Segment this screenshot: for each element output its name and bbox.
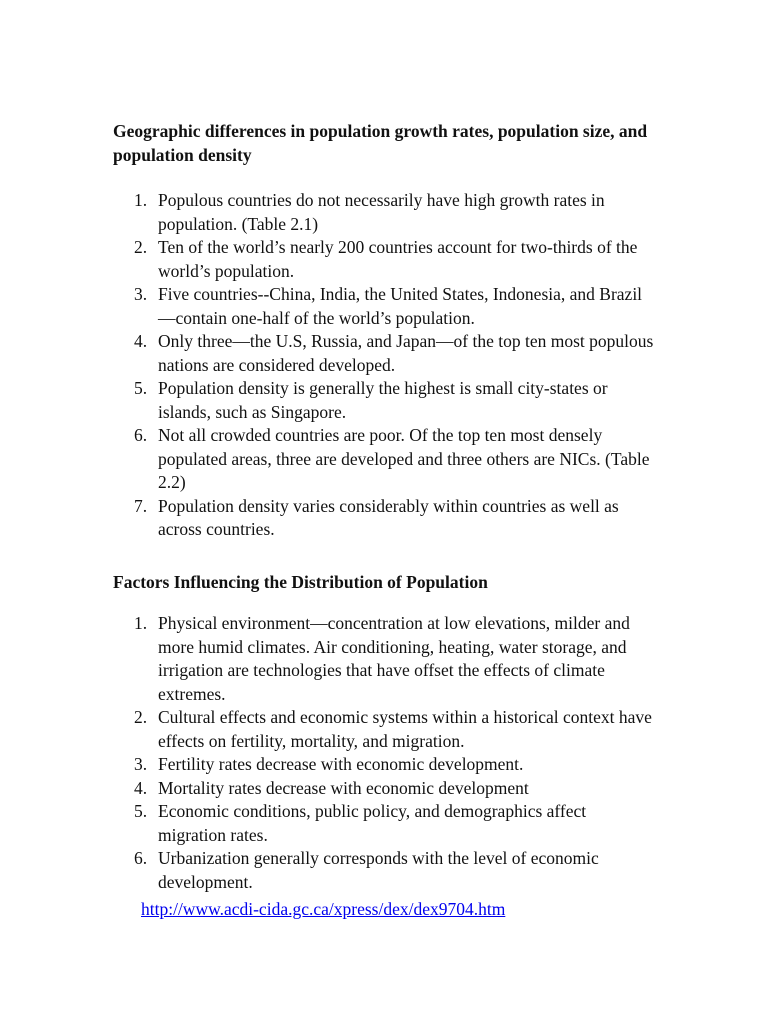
list-item-text: Populous countries do not necessarily have high growth rates in population. (Table 2.1): [158, 190, 605, 234]
reference-link[interactable]: http://www.acdi-cida.gc.ca/xpress/dex/dex9704.htm: [141, 899, 506, 919]
list-item-number: 1.: [134, 190, 148, 210]
section-heading-factors-distribution: Factors Influencing the Distribution of Population: [113, 572, 488, 592]
list-item-number: 5.: [134, 801, 148, 821]
list-item: [134, 236, 654, 283]
list-item-number: 7.: [134, 495, 148, 516]
list-item-text: Population density is generally the highest is small city-states or islands, such as Singapore.: [158, 378, 608, 422]
list-item-text: Physical environment—concentration at low elevations, milder and more humid climates. Air conditioning, heating, water storage, and irrigation are technologies that have offset the effects of climate extremes.: [158, 613, 630, 704]
list-item-text: Five countries--China, India, the United States, Indonesia, and Brazil—contain one-half of the world’s population.: [158, 284, 643, 328]
section-heading-geographic-differences: Geographic differences in population growth rates, population size, and population density: [113, 121, 648, 165]
list-item: [134, 424, 654, 495]
list-item: [134, 800, 654, 847]
list-item-number: 6.: [134, 848, 148, 868]
list-item: [134, 377, 654, 424]
list-item: [134, 706, 654, 753]
list-item-text: Population density varies considerably within countries as well as across countries.: [158, 495, 619, 539]
list-item-number: 3.: [134, 754, 148, 774]
factors-distribution-list: [134, 612, 654, 894]
list-item-text: Only three—the U.S, Russia, and Japan—of the top ten most populous nations are considered developed.: [158, 331, 654, 375]
list-item: [134, 753, 654, 777]
geographic-differences-list: [134, 189, 654, 542]
list-item-text: Mortality rates decrease with economic development: [158, 777, 529, 798]
list-item: [134, 847, 654, 894]
list-item-text: Urbanization generally corresponds with the level of economic development.: [158, 848, 599, 892]
list-item: [134, 189, 654, 236]
list-item: [134, 495, 654, 542]
list-item: [134, 330, 654, 377]
list-item-number: 4.: [134, 777, 148, 798]
list-item-number: 2.: [134, 707, 148, 727]
list-item-number: 1.: [134, 613, 148, 633]
list-item-number: 4.: [134, 331, 148, 351]
list-item-text: Cultural effects and economic systems within a historical context have effects on fertility, mortality, and migration.: [158, 707, 652, 751]
list-item: [134, 283, 654, 330]
list-item: [134, 777, 654, 801]
list-item-text: Ten of the world’s nearly 200 countries account for two-thirds of the world’s population.: [158, 237, 638, 281]
list-item-text: Not all crowded countries are poor. Of the top ten most densely populated areas, three are developed and three others are NICs. (Table 2.2): [158, 425, 650, 492]
list-item-number: 5.: [134, 378, 148, 398]
list-item: [134, 612, 654, 706]
list-item-text: Economic conditions, public policy, and demographics affect migration rates.: [158, 801, 587, 845]
list-item-number: 2.: [134, 237, 148, 257]
list-item-text: Fertility rates decrease with economic development.: [158, 754, 524, 774]
list-item-number: 6.: [134, 425, 148, 445]
list-item-number: 3.: [134, 284, 148, 304]
